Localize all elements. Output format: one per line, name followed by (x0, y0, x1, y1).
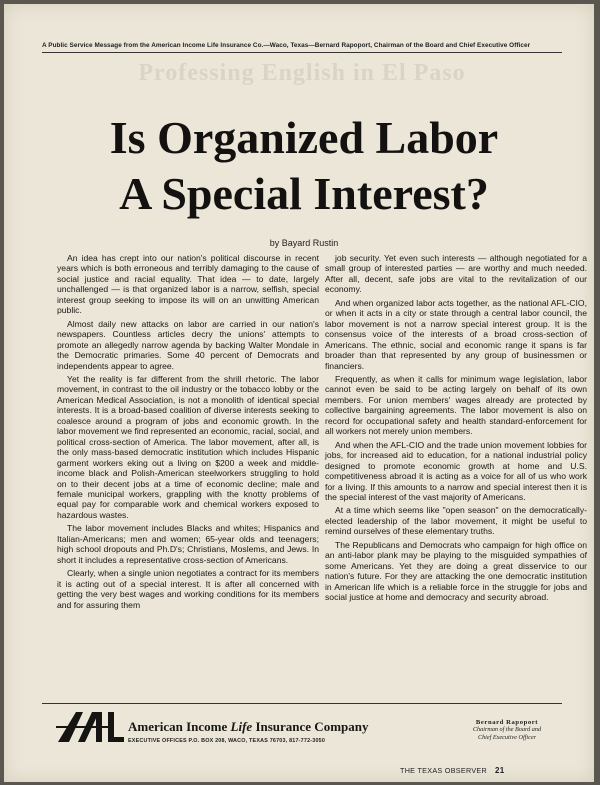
byline: by Bayard Rustin (269, 238, 339, 248)
paragraph: At a time which seems like "open season" on the democratically-elected leadership of the labor movement, it might be useful to remind ourselves of these elementary truths. (325, 505, 587, 537)
paragraph: An idea has crept into our nation's political discourse in recent years which is both erroneous and terribly damaging to the cause of social justice and racial equality. That idea — to date, largely unchallenged — is that organized labor is a narrow, selfish, special interest group seeking to impose its will on an unwitting American public. (57, 253, 319, 316)
ail-logo (56, 710, 126, 744)
column-right (325, 253, 587, 606)
page-footer (400, 766, 505, 775)
company-name (128, 719, 368, 735)
bottom-rule (42, 703, 562, 704)
title-line-1: Is Organized Labor (109, 112, 499, 163)
paragraph: The Republicans and Democrats who campaign for high office on an anti-labor plank may be playing to the misguided sympathies of some Americans. Yet they are doing a great disservice to our nation's future. For they are attacking the one democratic institution in American life which is a reliable force in the struggle for jobs and social justice at home and democracy and security abroad. (325, 539, 587, 603)
executive-offices-address: EXECUTIVE OFFICES P.O. BOX 208, WACO, TEXAS 76703, 817-772-3050 (128, 738, 326, 744)
officer-title-2: Chief Executive Officer (477, 734, 537, 741)
paragraph: Yet the reality is far different from the shrill rhetoric. The labor movement, in contrast to the oil industry or the tobacco lobby or the American Medical Association, is not a monolith of identical special interests. It is a broad-based coalition of diverse interests seeking to coalesce around a program of jobs and economic growth. In the labor movement we find represented an economic, racial, social, and political cross-section of America. The labor movement, after all, is the only mass-based democratic institution which includes Hispanic garment workers eking out a living on $200 a week and middle-income black and Polish-American steelworkers struggling to hold on to their decent jobs at a time of economic decline; male and female municipal workers, grappling with the knotty problems of equal pay for comparable work and chemical workers exposed to hazardous wastes. (57, 373, 319, 520)
paragraph: Frequently, as when it calls for minimum wage legislation, labor cannot even be said to be acting largely on behalf of its own members. For union members' wages already are protected by collective bargaining agreements. The labor movement is also on record for occupational safety and health standard-enforcement for all workers not merely union members. (325, 373, 587, 437)
company-name-part: American Income (128, 719, 231, 734)
officer-signature-block (452, 719, 562, 742)
page-number: 21 (495, 766, 505, 775)
officer-title-1: Chairman of the Board and (472, 726, 542, 733)
company-name-part: Insurance Company (252, 719, 369, 734)
paragraph: And when organized labor acts together, as the national AFL-CIO, or when it acts in a city or state through a central labor council, the labor movement is not a narrow special interest group. It is the consensus voice of the interests of a broad cross-section of Americans. The ethnic, social and economic range it spans is far broader than that represented by any group of businessmen or financiers. (325, 297, 587, 371)
bleed-through-text: Professing English in El Paso (138, 60, 466, 86)
public-service-notice: A Public Service Message from the American Income Life Insurance Co.—Waco, Texas—Bernard Rapoport, Chairman of the Board and Chief Executive Officer (42, 42, 531, 49)
paragraph: Clearly, when a single union negotiates a contract for its members it is acting out of a special interest. It is after all concerned with getting the very best wages and working conditions for its members and for assuring them (57, 568, 319, 610)
paragraph: job security. Yet even such interests — although negotiated for a small group of interested parties — are worthy and much needed. After all, decent, safe jobs are vital to the revitalization of our economy. (325, 253, 587, 295)
company-name-life: Life (230, 719, 253, 734)
officer-name: Bernard Rapoport (475, 719, 539, 726)
paragraph: Almost daily new attacks on labor are carried in our nation's newspapers. Countless articles decry the unions' attempts to promote an allegedly narrow agenda by backing Walter Mondale in the Democratic primaries. Some 40 percent of Democrats and independents appear to agree. (57, 318, 319, 371)
top-rule (42, 52, 562, 53)
column-left (57, 253, 319, 613)
publication-name: THE TEXAS OBSERVER (400, 766, 488, 775)
title-line-2: A Special Interest? (119, 168, 489, 219)
paragraph: The labor movement includes Blacks and whites; Hispanics and Italian-Americans; men and women; 65-year olds and teenagers; high school dropouts and Ph.D's; Christians, Moslems, and Jews. In short it includes a representative cross-section of Americans. (57, 523, 319, 565)
magazine-page (4, 4, 594, 782)
article-title (34, 110, 574, 222)
paragraph: And when the AFL-CIO and the trade union movement lobbies for jobs, for increased aid to education, for a national industrial policy designed to promote economic growth at home and U.S. competitiveness abroad it is acting as a voice for all of us who work for a living. If this amounts to a narrow and special interest then it is the special interest of the vast majority of Americans. (325, 439, 587, 502)
